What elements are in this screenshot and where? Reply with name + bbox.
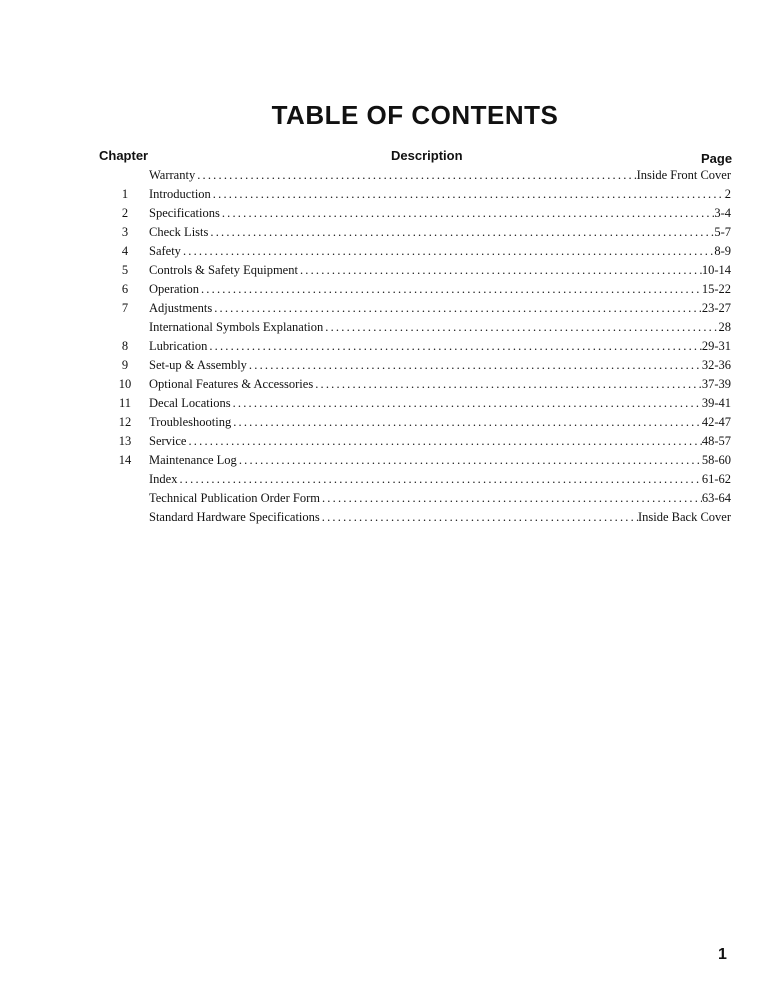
toc-title: Index <box>149 472 178 486</box>
toc-dot-leader <box>237 451 702 470</box>
toc-page-ref: Inside Back Cover <box>637 510 731 524</box>
toc-page-ref: 8-9 <box>714 244 731 258</box>
page-column-header: Page <box>701 151 733 166</box>
toc-dot-leader <box>298 261 702 280</box>
toc-chapter-number: 10 <box>118 377 132 391</box>
toc-title: Operation <box>149 282 199 296</box>
toc-entry <box>149 185 731 204</box>
toc-dot-leader <box>323 318 718 337</box>
toc-row <box>0 432 773 451</box>
toc-title: Service <box>149 434 187 448</box>
toc-title: Optional Features & Accessories <box>149 377 314 391</box>
toc-row <box>0 508 773 527</box>
toc-entry <box>149 204 731 223</box>
toc-dot-leader <box>207 337 702 356</box>
toc-title: Warranty <box>149 168 196 182</box>
toc-row <box>0 337 773 356</box>
toc-dot-leader <box>231 394 702 413</box>
page-number: 1 <box>718 946 727 963</box>
description-column-header: Description <box>391 148 463 163</box>
toc-dot-leader <box>211 185 725 204</box>
toc-page-ref: 23-27 <box>701 301 731 315</box>
toc-entry <box>149 470 731 489</box>
toc-row <box>0 375 773 394</box>
toc-page-ref: 63-64 <box>701 491 731 505</box>
toc-chapter-number: 12 <box>118 415 132 429</box>
toc-entry <box>149 375 731 394</box>
toc-chapter-number: 5 <box>121 263 129 277</box>
toc-dot-leader <box>212 299 702 318</box>
toc-entry <box>149 223 731 242</box>
toc-page-ref: 10-14 <box>701 263 731 277</box>
toc-title: Safety <box>149 244 181 258</box>
toc-entry <box>149 489 731 508</box>
toc-dot-leader <box>320 489 702 508</box>
toc-entry <box>149 508 731 527</box>
toc-row <box>0 356 773 375</box>
toc-title: Decal Locations <box>149 396 231 410</box>
toc-dot-leader <box>247 356 702 375</box>
toc-page-ref: 39-41 <box>701 396 731 410</box>
toc-row <box>0 394 773 413</box>
toc-page-ref: 29-31 <box>701 339 731 353</box>
toc-dot-leader <box>186 432 701 451</box>
toc-entry <box>149 299 731 318</box>
toc-page-ref: 28 <box>718 320 731 334</box>
toc-row <box>0 280 773 299</box>
toc-chapter-number: 9 <box>121 358 129 372</box>
toc-title: Set-up & Assembly <box>149 358 247 372</box>
toc-page-ref: 2 <box>724 187 731 201</box>
toc-entry <box>149 432 731 451</box>
toc-page-ref: 15-22 <box>701 282 731 296</box>
toc-title: Specifications <box>149 206 220 220</box>
toc-title: Adjustments <box>149 301 213 315</box>
toc-title: Troubleshooting <box>149 415 232 429</box>
page-title: TABLE OF CONTENTS <box>271 100 559 130</box>
toc-entry <box>149 280 731 299</box>
toc-entry <box>149 356 731 375</box>
toc-entry <box>149 451 731 470</box>
toc-chapter-number: 7 <box>121 301 129 315</box>
toc-entry <box>149 337 731 356</box>
toc-title: Standard Hardware Specifications <box>149 510 320 524</box>
toc-row <box>0 185 773 204</box>
toc-title: Introduction <box>149 187 211 201</box>
toc-page-ref: 48-57 <box>701 434 731 448</box>
toc-row <box>0 204 773 223</box>
toc-title: Lubrication <box>149 339 208 353</box>
toc-entry <box>149 413 731 432</box>
toc-title: Controls & Safety Equipment <box>149 263 298 277</box>
toc-dot-leader <box>177 470 701 489</box>
toc-chapter-number: 13 <box>118 434 132 448</box>
toc-title: Check Lists <box>149 225 209 239</box>
toc-page-ref: 32-36 <box>701 358 731 372</box>
toc-row <box>0 299 773 318</box>
toc-page-ref: 5-7 <box>714 225 731 239</box>
toc-row <box>0 413 773 432</box>
toc-list <box>0 166 773 527</box>
toc-row <box>0 318 773 337</box>
toc-row <box>0 242 773 261</box>
toc-row <box>0 261 773 280</box>
toc-entry <box>149 394 731 413</box>
toc-entry <box>149 318 731 337</box>
toc-row <box>0 470 773 489</box>
toc-entry <box>149 166 731 185</box>
toc-title: Technical Publication Order Form <box>149 491 320 505</box>
chapter-column-header: Chapter <box>99 148 149 163</box>
toc-row <box>0 451 773 470</box>
toc-row <box>0 223 773 242</box>
toc-dot-leader <box>220 204 715 223</box>
toc-chapter-number: 14 <box>118 453 132 467</box>
toc-dot-leader <box>199 280 702 299</box>
toc-chapter-number: 2 <box>121 206 129 220</box>
toc-chapter-number: 4 <box>121 244 129 258</box>
toc-title: International Symbols Explanation <box>149 320 324 334</box>
toc-page-ref: 42-47 <box>701 415 731 429</box>
toc-entry <box>149 261 731 280</box>
toc-dot-leader <box>208 223 714 242</box>
toc-row <box>0 489 773 508</box>
toc-chapter-number: 6 <box>121 282 129 296</box>
toc-title: Maintenance Log <box>149 453 237 467</box>
toc-dot-leader <box>313 375 702 394</box>
toc-page-ref: 3-4 <box>714 206 731 220</box>
toc-chapter-number: 8 <box>121 339 129 353</box>
toc-entry <box>149 242 731 261</box>
toc-dot-leader <box>231 413 702 432</box>
toc-row <box>0 166 773 185</box>
toc-page-ref: 58-60 <box>701 453 731 467</box>
toc-chapter-number: 11 <box>118 396 132 410</box>
toc-dot-leader <box>195 166 636 185</box>
toc-page-ref: 61-62 <box>701 472 731 486</box>
toc-page-ref: Inside Front Cover <box>636 168 731 182</box>
toc-chapter-number: 3 <box>121 225 129 239</box>
toc-chapter-number: 1 <box>121 187 129 201</box>
toc-dot-leader <box>320 508 638 527</box>
toc-dot-leader <box>181 242 714 261</box>
toc-page-ref: 37-39 <box>701 377 731 391</box>
